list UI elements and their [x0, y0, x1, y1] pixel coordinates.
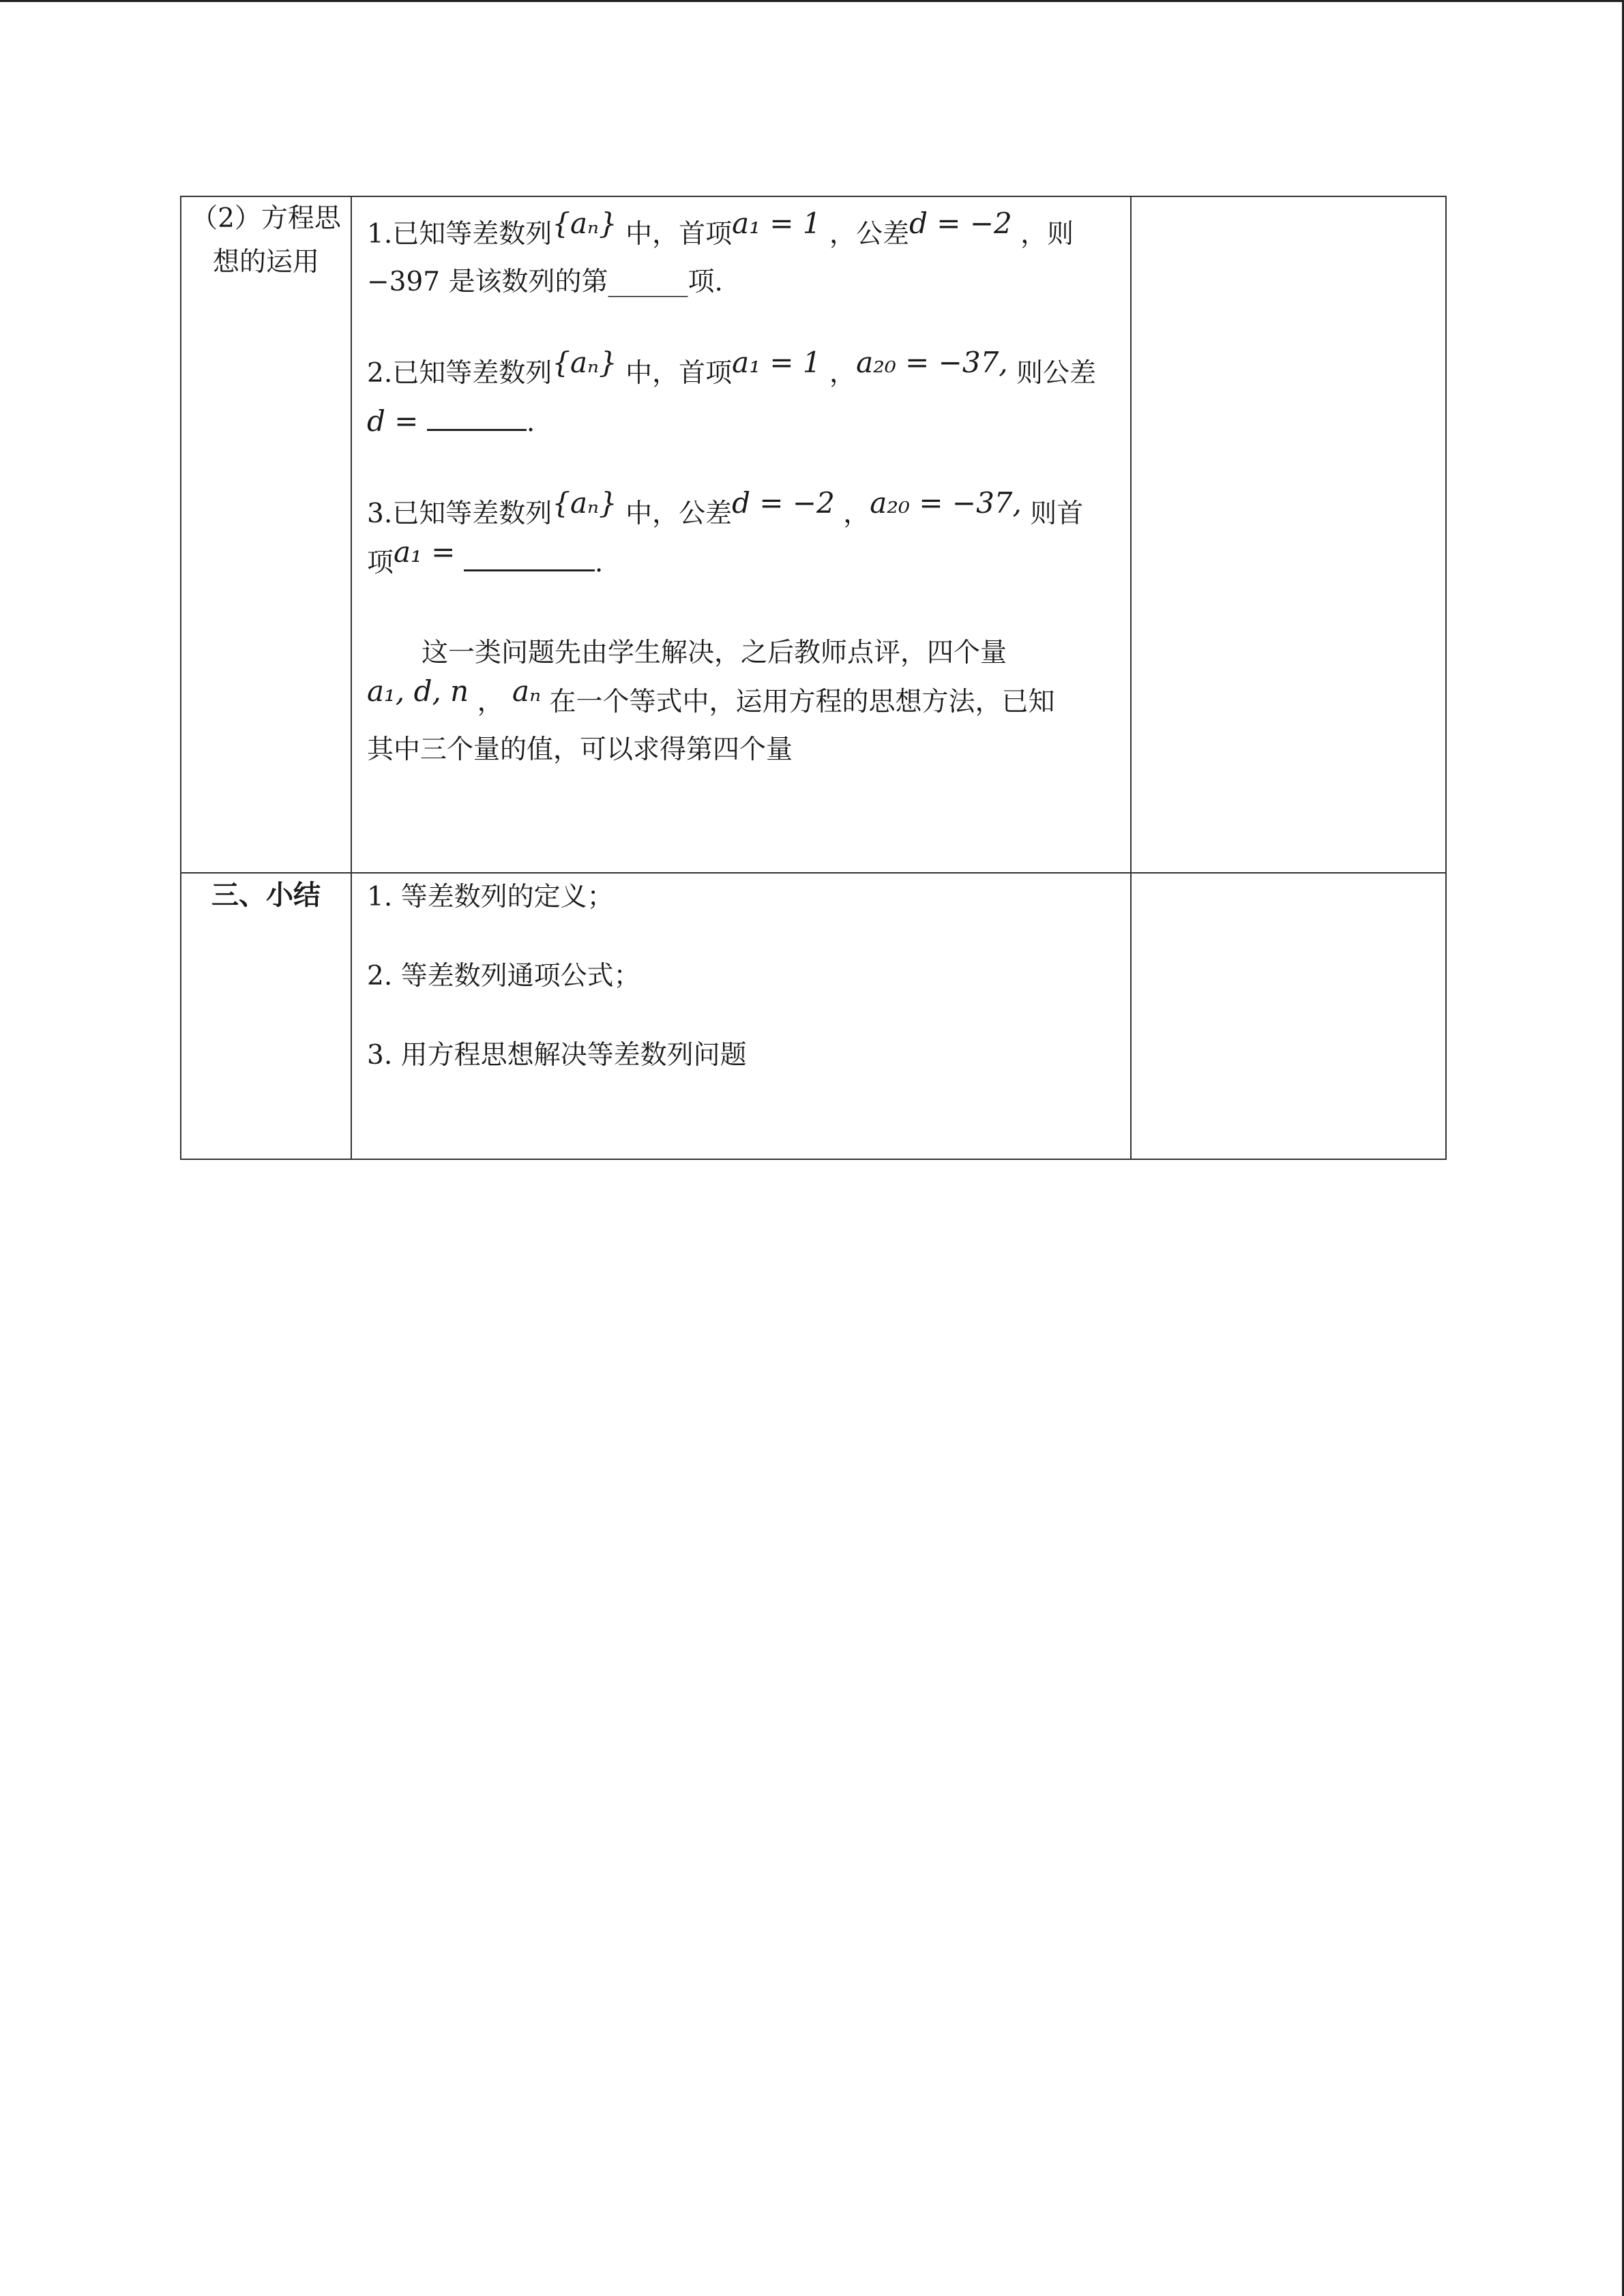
note-line-2-rest: 在一个等式中，运用方程的思想方法，已知 — [541, 687, 1055, 717]
notes-cell-summary — [1131, 873, 1446, 1159]
teacher-note — [367, 629, 1115, 774]
problem-2-text-d: 则公差 — [1007, 358, 1097, 389]
summary-item-3: 3. 用方程思想解决等差数列问题 — [367, 1040, 747, 1071]
problem-1-number: 1. — [367, 219, 393, 250]
problem-1-text-c: ，公差 — [821, 219, 910, 250]
problem-2-first-term: a₁ = 1 — [732, 346, 821, 379]
problem-2-sequence: {aₙ} — [552, 346, 617, 379]
problem-3 — [367, 486, 1115, 587]
problem-3-sequence: {aₙ} — [552, 486, 617, 520]
problem-3-text-a: 已知等差数列 — [392, 498, 552, 529]
table-row-summary — [181, 873, 1446, 1159]
problem-1 — [367, 209, 1115, 306]
problem-2-number: 2. — [367, 358, 393, 389]
problem-2-a20: a₂₀ = −37, — [856, 346, 1008, 379]
problem-2-answer-blank — [427, 403, 527, 431]
page-top-border — [0, 0, 1624, 2]
problem-2-answer-prefix: d = — [367, 404, 419, 438]
problem-1-text-b: 中，首项 — [617, 219, 733, 250]
table-row-method — [181, 196, 1446, 873]
problem-3-number: 3. — [367, 498, 393, 529]
note-variables: a₁, d, n — [367, 674, 469, 708]
content-cell-method — [351, 196, 1131, 873]
label-cell-method — [181, 196, 351, 873]
note-an: aₙ — [512, 674, 542, 708]
summary-item-2: 2. 等差数列通项公式； — [367, 961, 640, 992]
lesson-plan-table — [180, 196, 1447, 1160]
problem-2-text-c: ， — [821, 358, 857, 389]
problem-2 — [367, 348, 1115, 447]
problem-3-a20: a₂₀ = −37, — [870, 486, 1022, 520]
problem-3-answer-blank — [464, 543, 595, 571]
problem-1-first-term: a₁ = 1 — [732, 207, 821, 240]
note-separator: ， — [469, 687, 504, 717]
problem-3-line-2a: 项 — [367, 548, 394, 578]
problem-3-text-b: 中，公差 — [617, 498, 733, 529]
problem-1-text-d: ，则 — [1012, 219, 1074, 250]
label-cell-summary — [181, 873, 351, 1159]
problem-3-end: . — [594, 548, 604, 578]
section-label-summary: 三、小结 — [211, 880, 321, 911]
problem-2-text-a: 已知等差数列 — [392, 358, 552, 389]
problem-2-text-b: 中，首项 — [617, 358, 733, 389]
section-label-method: （2）方程思想的运用 — [191, 203, 341, 278]
problem-3-text-d: 则首 — [1021, 498, 1084, 529]
problem-3-common-difference: d = −2 — [732, 486, 835, 520]
problem-1-blank: ______ — [608, 267, 688, 297]
problem-1-sequence: {aₙ} — [552, 207, 617, 240]
problem-2-end: . — [526, 407, 535, 438]
problem-1-common-difference: d = −2 — [909, 207, 1012, 240]
problem-1-line-2b: 项. — [688, 267, 723, 297]
summary-item-1: 1. 等差数列的定义； — [367, 882, 614, 912]
problem-3-answer-prefix: a₁ = — [394, 535, 456, 569]
problem-1-line-2a: −397 是该数列的第 — [367, 267, 608, 297]
note-line-3: 其中三个量的值，可以求得第四个量 — [367, 734, 793, 765]
problem-3-text-c: ， — [834, 498, 870, 529]
notes-cell-method — [1131, 196, 1446, 873]
note-line-2 — [367, 674, 1115, 726]
note-line-1: 这一类问题先由学生解决，之后教师点评，四个量 — [422, 638, 1007, 668]
problem-1-text-a: 已知等差数列 — [392, 219, 552, 250]
content-cell-summary — [351, 873, 1131, 1159]
